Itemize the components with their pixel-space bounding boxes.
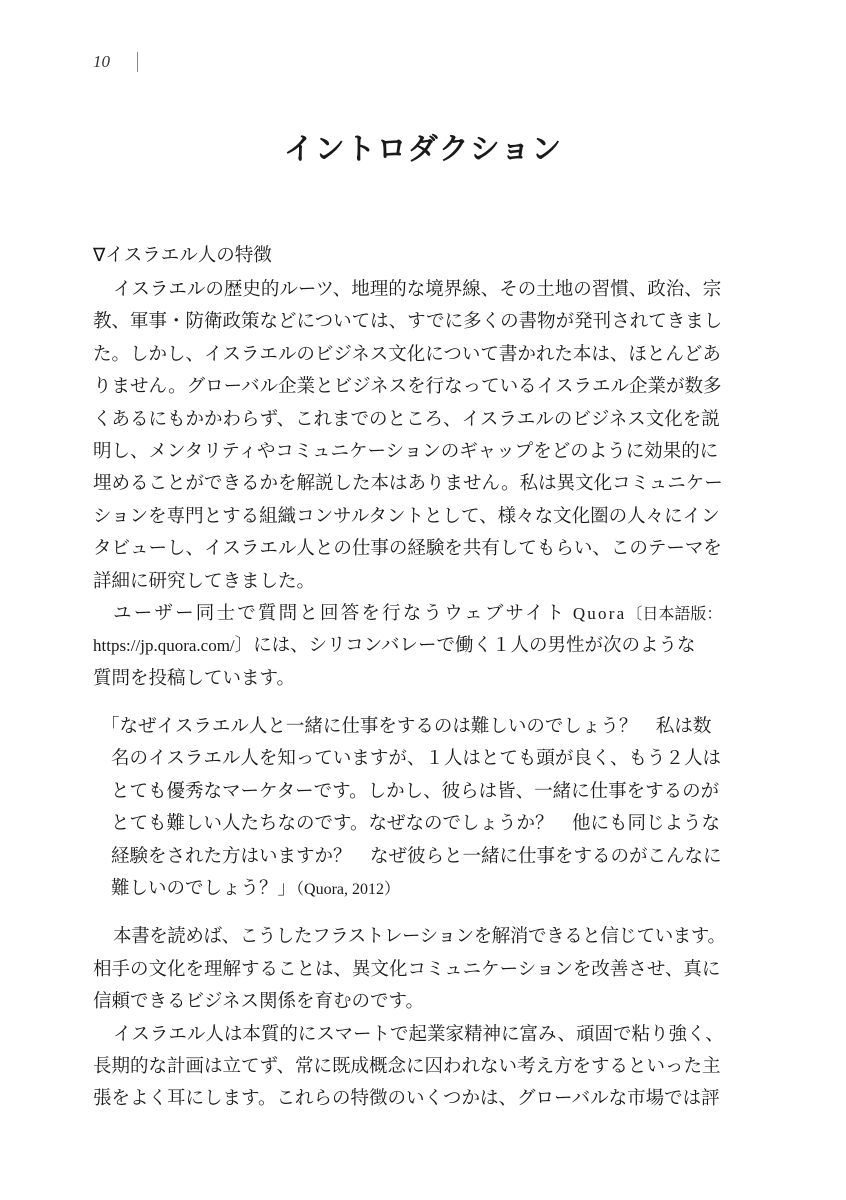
- quote-line: 経験をされた方はいますか？ なぜ彼らと一緒に仕事をするのがこんなに: [111, 845, 722, 867]
- page-header: [93, 50, 138, 74]
- paragraph-3: [93, 921, 753, 1018]
- quote-line: [111, 873, 753, 905]
- paragraph-1: [93, 274, 753, 598]
- site-name: Quora: [566, 603, 627, 623]
- text-line: 長期的な計画は立てず、常に既成概念に囚われない考え方をするといった主: [93, 1055, 721, 1077]
- text-line: 明し、メンタリティやコミュニケーションのギャップをどのように効果的に: [93, 440, 719, 462]
- text-line: 信頼できるビジネス関係を育むのです。: [93, 991, 424, 1013]
- text-line: ションを専門とする組織コンサルタントとして、様々な文化圏の人々にイン: [93, 505, 720, 527]
- header-divider: [137, 52, 138, 72]
- quote-line: 名のイスラエル人を知っていますが、１人はとても頭が良く、もう２人は: [111, 748, 721, 770]
- text-line: くあるにもかかわらず、これまでのところ、イスラエルのビジネス文化を説: [93, 408, 720, 430]
- text-line: た。しかし、イスラエルのビジネス文化について書かれた本は、ほとんどあ: [93, 343, 721, 365]
- translator-note: 〔日本語版：: [626, 603, 723, 623]
- page-number: 10: [93, 52, 110, 71]
- text-line: 相手の文化を理解することは、異文化コミュニケーションを改善させ、真に: [93, 958, 721, 980]
- text-line: タビューし、イスラエル人との仕事の経験を共有してもらい、このテーマを: [93, 538, 722, 560]
- paragraph-4: [93, 1019, 753, 1116]
- text-segment: 〕には、シリコンバレーで働く１人の男性が次のような: [234, 635, 696, 657]
- site-url: https://jp.quora.com/: [93, 636, 235, 656]
- text-line: イスラエル人は本質的にスマートで起業家精神に富み、頑固で粘り強く、: [113, 1023, 724, 1045]
- text-line: 張をよく耳にします。これらの特徴のいくつかは、グローバルな市場では評: [93, 1088, 720, 1110]
- text-line: イスラエルの歴史的ルーツ、地理的な境界線、その土地の習慣、政治、宗: [113, 279, 722, 300]
- section-heading: ∇イスラエル人の特徴: [93, 245, 272, 266]
- text-line: [93, 630, 753, 662]
- text-line: 教、軍事・防衛政策などについては、すでに多くの書物が発刊されてきまし: [93, 311, 723, 333]
- quote-line: とても難しい人たちなのです。なぜなのでしょうか？ 他にも同じような: [111, 813, 721, 835]
- text-segment: ユーザー同士で質問と回答を行なうウェブサイト: [113, 602, 567, 624]
- text-line: 本書を読めば、こうしたフラストレーションを解消できると信じています。: [113, 926, 726, 948]
- citation: （Quora, 2012）: [296, 881, 401, 899]
- paragraph-2: [93, 598, 753, 695]
- text-line: 詳細に研究してきました。: [93, 570, 316, 592]
- text-segment: 難しいのでしょう？」: [111, 878, 297, 900]
- body-text: [93, 238, 753, 1116]
- chapter-title: イントロダクション: [283, 132, 563, 167]
- text-line: りません。グローバル企業とビジネスを行なっているイスラエル企業が数多: [93, 376, 722, 398]
- text-line: 質問を投稿しています。: [93, 667, 296, 689]
- text-line: 埋めることができるかを解説した本はありません。私は異文化コミュニケー: [93, 473, 723, 495]
- text-line: [93, 598, 753, 630]
- block-quote: [93, 711, 753, 905]
- quote-line: とても優秀なマーケターです。しかし、彼らは皆、一緒に仕事をするのが: [111, 780, 720, 802]
- quote-line: 「なぜイスラエル人と一緒に仕事をするのは難しいのでしょう？ 私は数: [101, 716, 712, 738]
